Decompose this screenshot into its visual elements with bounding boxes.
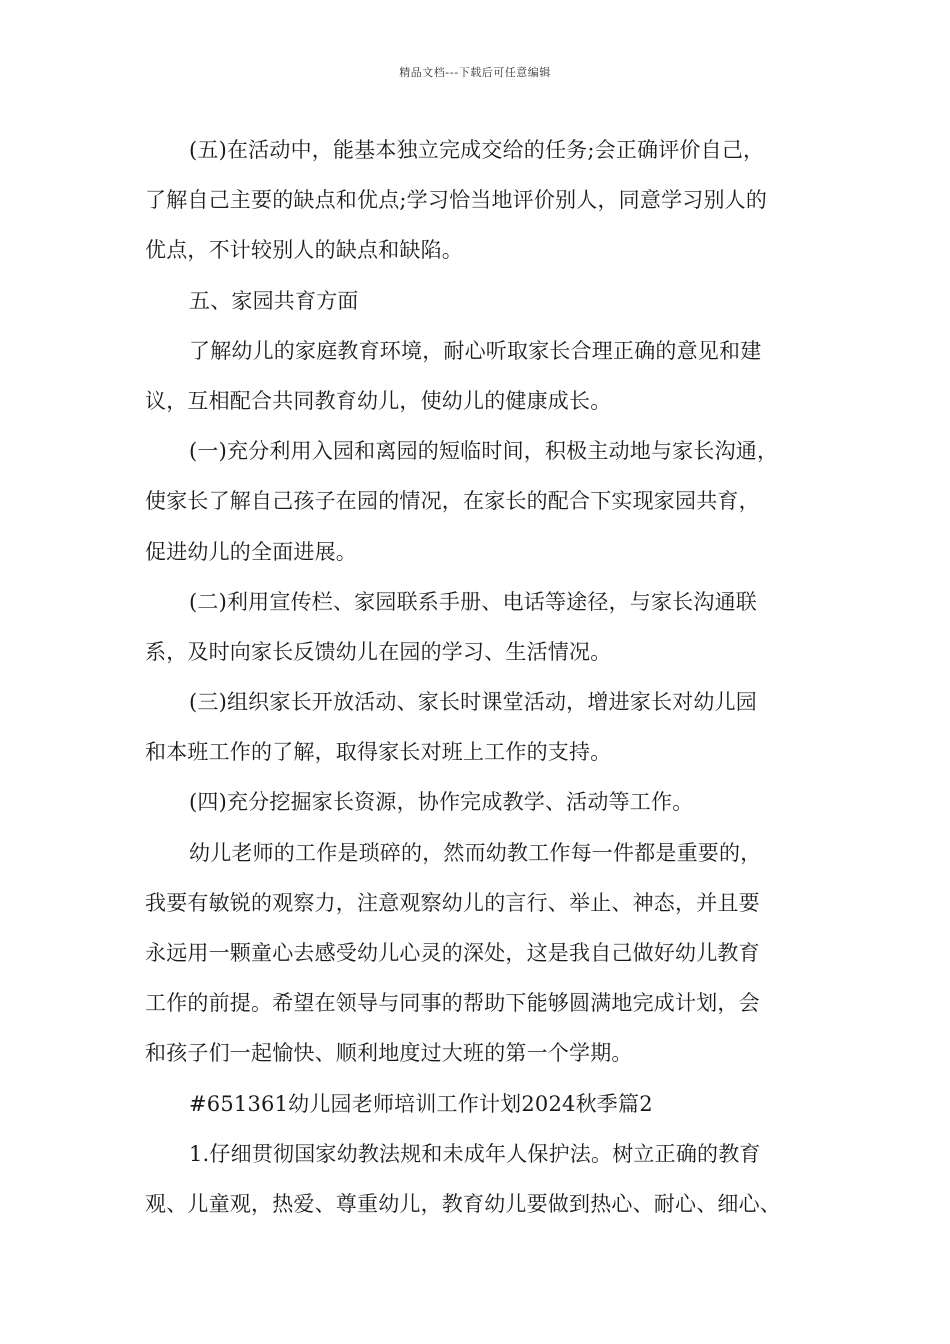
text-line: 观、儿童观，热爱、尊重幼儿，教育幼儿要做到热心、耐心、细心、 xyxy=(145,1191,781,1216)
text-line: 和孩子们一起愉快、顺利地度过大班的第一个学期。 xyxy=(145,1041,633,1066)
text-line: 优点，不计较别人的缺点和缺陷。 xyxy=(145,238,463,263)
text-line: 五、家园共育方面 xyxy=(189,288,359,313)
text-line: 系，及时向家长反馈幼儿在园的学习、生活情况。 xyxy=(145,639,612,664)
text-line: 了解自己主要的缺点和优点;学习恰当地评价别人，同意学习别人的 xyxy=(145,188,768,213)
text-line: 幼儿老师的工作是琐碎的，然而幼教工作每一件都是重要的， xyxy=(189,840,762,865)
text-line: 和本班工作的了解，取得家长对班上工作的支持。 xyxy=(145,740,612,765)
text-line: (一)充分利用入园和离园的短临时间，积极主动地与家长沟通， xyxy=(189,439,779,464)
text-line: 了解幼儿的家庭教育环境，耐心听取家长合理正确的意见和建 xyxy=(189,338,762,363)
text-line: 促进幼儿的全面进展。 xyxy=(145,539,357,564)
text-line: (二)利用宣传栏、家园联系手册、电话等途径，与家长沟通联 xyxy=(189,589,757,614)
text-line: (四)充分挖掘家长资源，协作完成教学、活动等工作。 xyxy=(189,790,694,815)
text-line: (三)组织家长开放活动、家长时课堂活动，增进家长对幼儿园 xyxy=(189,690,757,715)
text-line: 使家长了解自己孩子在园的情况，在家长的配合下实现家园共育， xyxy=(145,489,760,514)
document-body xyxy=(145,130,825,1234)
text-line: 1.仔细贯彻国家幼教法规和未成年人保护法。树立正确的教育 xyxy=(189,1141,761,1166)
text-line: 永远用一颗童心去感受幼儿心灵的深处，这是我自己做好幼儿教育 xyxy=(145,941,760,965)
page-header: 精品文档---下载后可任意编辑 xyxy=(399,66,551,79)
text-line: #651361幼儿园老师培训工作计划2024秋季篇2 xyxy=(189,1091,653,1116)
text-line: 我要有敏锐的观察力，注意观察幼儿的言行、举止、神态，并且要 xyxy=(145,890,760,915)
text-line: 议，互相配合共同教育幼儿，使幼儿的健康成长。 xyxy=(145,388,612,413)
text-line: (五)在活动中，能基本独立完成交给的任务;会正确评价自己， xyxy=(189,138,765,162)
text-line: 工作的前提。希望在领导与同事的帮助下能够圆满地完成计划，会 xyxy=(145,991,760,1016)
